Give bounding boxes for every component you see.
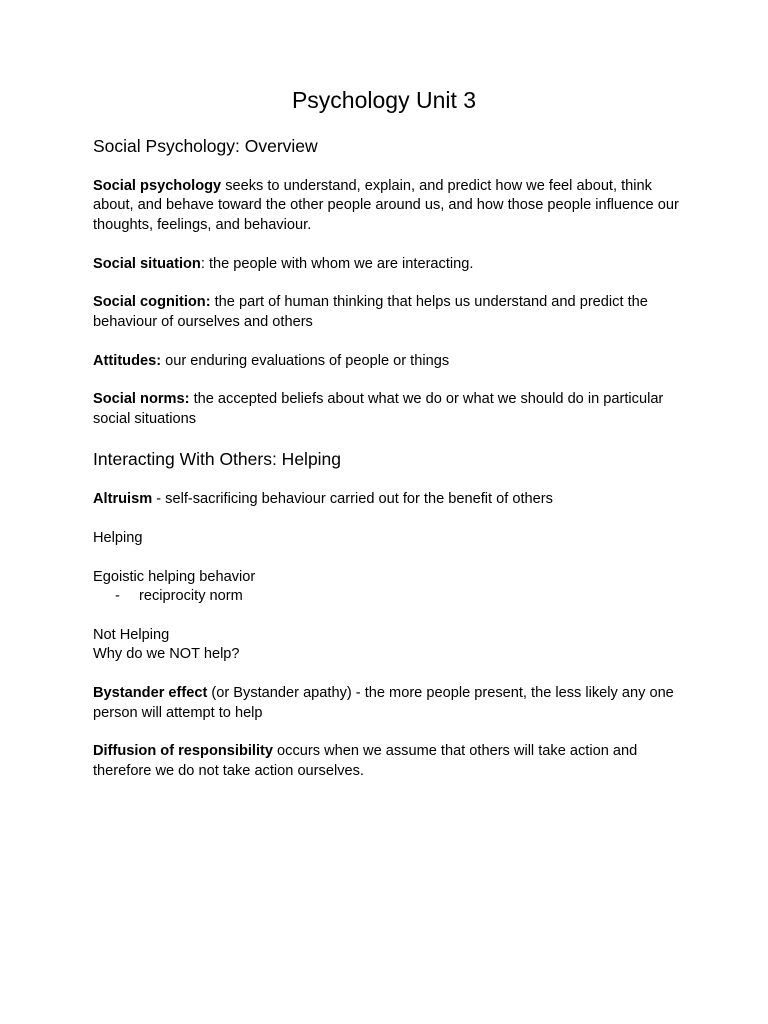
term: Social psychology	[93, 178, 222, 194]
definition-text: the part of human thinking that helps us understand and predict the behaviour of ourselves and others	[93, 294, 648, 330]
section-heading-helping: Interacting With Others: Helping	[93, 449, 342, 470]
section-heading-overview: Social Psychology: Overview	[93, 136, 318, 156]
term: Social cognition:	[93, 294, 211, 311]
bullet-dash: -	[115, 588, 120, 605]
definition-social-cognition	[93, 293, 683, 332]
not-helping-label: Not Helping	[93, 627, 170, 644]
definition-text: (or Bystander apathy) - the more people present, the less likely any one person will attempt to help	[93, 685, 674, 721]
helping-label: Helping	[93, 530, 143, 547]
definition-social-norms	[93, 390, 683, 429]
term: Diffusion of responsibility	[93, 743, 273, 760]
term: Social norms:	[93, 391, 190, 408]
term: Social situation	[93, 255, 201, 272]
list-item-text: reciprocity norm	[139, 588, 243, 605]
document-body	[93, 135, 683, 781]
term: Altruism	[93, 491, 153, 508]
definition-attitudes	[93, 352, 683, 371]
definition-text: : the people with whom we are interacting.	[200, 255, 474, 272]
definition-text: seeks to understand, explain, and predict how we feel about, think about, and behave toward the other people around us, and how those people influence our thoughts, feelings, and behaviour.	[93, 178, 679, 233]
document-title: Psychology Unit 3	[291, 87, 477, 113]
definition-bystander-effect	[93, 684, 683, 723]
term: Attitudes:	[93, 352, 162, 369]
definition-social-situation	[93, 255, 683, 274]
term: Bystander effect	[93, 685, 208, 702]
definition-social-psychology	[93, 177, 683, 235]
definition-text: occurs when we assume that others will take action and therefore we do not take action ourselves.	[93, 743, 638, 779]
egoistic-helping-label: Egoistic helping behavior	[93, 568, 256, 585]
definition-altruism	[93, 490, 683, 509]
definition-text: our enduring evaluations of people or things	[161, 352, 450, 369]
definition-text: the accepted beliefs about what we do or what we should do in particular social situations	[93, 391, 664, 427]
definition-diffusion-of-responsibility	[93, 742, 683, 781]
definition-text: - self-sacrificing behaviour carried out for the benefit of others	[152, 491, 553, 508]
list-item	[115, 587, 683, 606]
why-not-help-question: Why do we NOT help?	[93, 646, 240, 663]
